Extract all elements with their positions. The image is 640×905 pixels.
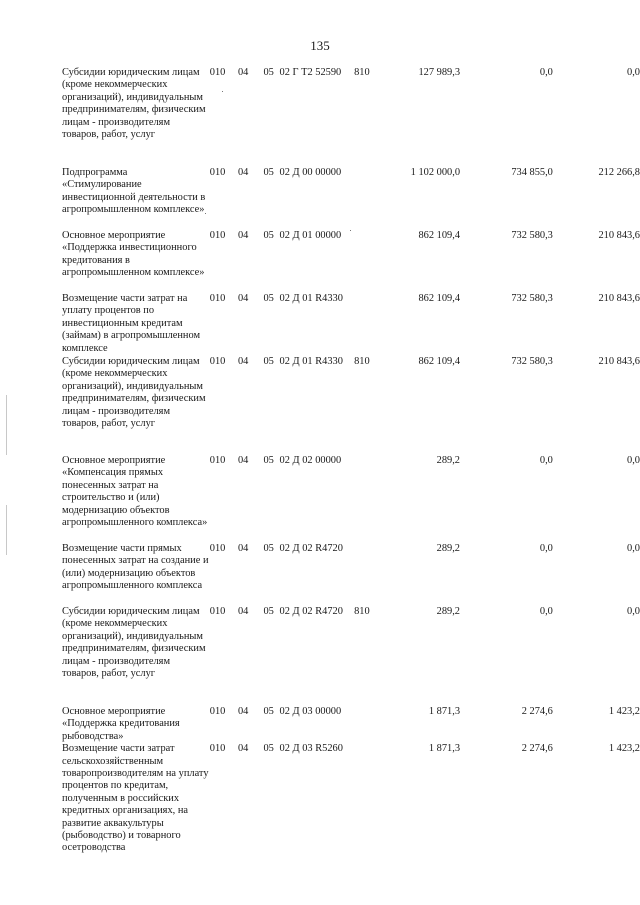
table-row [62, 67, 640, 167]
table-row [62, 606, 640, 706]
table-row [62, 455, 640, 543]
row-sum-year-2: 2 274,6 [521, 706, 553, 717]
row-gp-code: 010 [209, 606, 226, 617]
row-target-article: 02 Д 03 R5260 [279, 743, 343, 755]
row-sum-year-3: 1 423,2 [608, 706, 640, 717]
row-name: Возмещение части затрат сельскохозяйственным товаропроизводителям на уплату процентов по кредитам, полученным в российских кредитных организациях, на развитие аквакультуры (рыбоводство) и товарного осетроводства [62, 743, 209, 854]
scan-artifact [222, 91, 223, 92]
row-sum-year-2: 0,0 [539, 67, 553, 78]
table-row [62, 230, 640, 293]
row-name: Возмещение части затрат на уплату процентов по инвестиционным кредитам (займам) в агропромышленном комплексе [62, 293, 201, 354]
row-expense-type [354, 743, 382, 856]
row-target-article: 02 Д 03 00000 [279, 706, 342, 717]
row-target-article: 02 Д 01 R4330 [279, 356, 343, 367]
scan-artifact [350, 230, 351, 231]
row-sum-year-1: 1 871,3 [428, 706, 461, 717]
row-section-code: 04 [237, 167, 249, 178]
row-sum-year-1: 289,2 [436, 543, 461, 554]
row-name: Субсидии юридическим лицам (кроме некоммерческих организаций), индивидуальным предпринимателям, физическим лицам - производителям товаров, работ, услуг [62, 67, 206, 141]
row-gp-code: 010 [209, 706, 226, 717]
table-row [62, 356, 640, 455]
row-subsection-code: 05 [263, 230, 274, 241]
row-name: Субсидии юридическим лицам (кроме некоммерческих организаций), индивидуальным предпринимателям, физическим лицам - производителям товаров, работ, услуг [62, 356, 206, 430]
row-subsection-code: 05 [263, 455, 274, 466]
table-row [62, 167, 640, 230]
row-section-code: 04 [237, 606, 249, 617]
row-sum-year-3: 210 843,6 [598, 293, 640, 304]
row-section-code: 04 [237, 543, 249, 554]
row-sum-year-2: 732 580,3 [511, 230, 553, 241]
row-expense-type [354, 293, 382, 356]
table-row [62, 293, 640, 356]
row-gp-code: 010 [209, 293, 226, 304]
row-sum-year-2: 732 580,3 [511, 293, 553, 304]
row-sum-year-3: 1 423,2 [608, 743, 640, 755]
row-sum-year-2: 0,0 [539, 606, 553, 617]
row-sum-year-3: 0,0 [627, 67, 640, 78]
row-sum-year-1: 1 871,3 [428, 743, 461, 755]
row-sum-year-1: 862 109,4 [418, 230, 461, 241]
row-subsection-code: 05 [263, 606, 274, 617]
row-name: Основное мероприятие «Поддержка инвестиционного кредитования в агропромышленном комплексе» [62, 230, 205, 279]
row-gp-code: 010 [209, 67, 226, 78]
row-name: Основное мероприятие «Поддержка кредитования рыбоводства» [62, 706, 180, 742]
row-sum-year-2: 734 855,0 [511, 167, 553, 178]
row-section-code: 04 [237, 67, 249, 78]
row-sum-year-2: 0,0 [539, 455, 553, 466]
table-row [62, 706, 640, 743]
row-expense-type: 810 [354, 67, 370, 78]
row-target-article: 02 Д 02 R4720 [279, 606, 343, 617]
row-subsection-code: 05 [263, 167, 274, 178]
row-expense-type: 810 [354, 606, 370, 617]
budget-table [62, 67, 640, 856]
row-sum-year-3: 0,0 [627, 455, 640, 466]
row-sum-year-3: 210 843,6 [598, 230, 640, 241]
row-sum-year-1: 289,2 [436, 606, 461, 617]
row-gp-code: 010 [209, 455, 226, 466]
scan-artifact [6, 505, 7, 555]
row-gp-code: 010 [209, 356, 226, 367]
row-subsection-code: 05 [263, 67, 274, 78]
row-target-article: 02 Д 00 00000 [279, 167, 342, 178]
row-subsection-code: 05 [263, 543, 274, 554]
row-sum-year-3: 0,0 [627, 543, 640, 554]
row-target-article: 02 Д 01 R4330 [279, 293, 343, 304]
row-subsection-code: 05 [263, 356, 274, 367]
row-gp-code: 010 [209, 167, 226, 178]
row-gp-code: 010 [209, 543, 226, 554]
row-expense-type [354, 706, 382, 743]
table-row [62, 743, 640, 856]
row-section-code: 04 [237, 455, 249, 466]
row-subsection-code: 05 [263, 743, 274, 755]
page-number: 135 [310, 38, 330, 53]
row-expense-type [354, 230, 382, 293]
budget-table-body [62, 67, 640, 856]
row-name: Подпрограмма «Стимулирование инвестиционной деятельности в агропромышленном комплексе» [62, 167, 206, 216]
row-section-code: 04 [237, 706, 249, 717]
row-section-code: 04 [237, 356, 249, 367]
row-name: Основное мероприятие «Компенсация прямых понесенных затрат на строительство и (или) модернизацию объектов агропромышленного комплекса» [62, 455, 208, 529]
row-sum-year-1: 1 102 000,0 [410, 167, 461, 178]
row-sum-year-2: 732 580,3 [511, 356, 553, 367]
row-target-article: 02 Д 02 00000 [279, 455, 342, 466]
table-row [62, 543, 640, 606]
row-sum-year-2: 0,0 [539, 543, 553, 554]
row-name: Субсидии юридическим лицам (кроме некоммерческих организаций), индивидуальным предпринимателям, физическим лицам - производителям товаров, работ, услуг [62, 606, 206, 680]
row-sum-year-1: 862 109,4 [418, 356, 461, 367]
scan-artifact [6, 395, 7, 455]
row-section-code: 04 [237, 743, 249, 755]
row-expense-type: 810 [354, 356, 370, 367]
row-expense-type [354, 455, 382, 543]
row-target-article: 02 Д 01 00000 [279, 230, 342, 241]
row-target-article: 02 Г Т2 52590 [279, 67, 342, 78]
row-sum-year-2: 2 274,6 [521, 743, 553, 755]
row-subsection-code: 05 [263, 293, 274, 304]
row-sum-year-1: 289,2 [436, 455, 461, 466]
row-gp-code: 010 [209, 230, 226, 241]
scan-artifact [205, 213, 206, 214]
row-target-article: 02 Д 02 R4720 [279, 543, 343, 554]
row-expense-type [354, 543, 382, 606]
row-sum-year-1: 862 109,4 [418, 293, 461, 304]
row-sum-year-3: 210 843,6 [598, 356, 640, 367]
row-subsection-code: 05 [263, 706, 274, 717]
row-sum-year-1: 127 989,3 [418, 67, 461, 78]
row-sum-year-3: 212 266,8 [598, 167, 640, 178]
row-name: Возмещение части прямых понесенных затрат на создание и (или) модернизацию объектов агропромышленного комплекса [62, 543, 209, 592]
row-gp-code: 010 [209, 743, 226, 755]
row-sum-year-3: 0,0 [627, 606, 640, 617]
row-section-code: 04 [237, 230, 249, 241]
row-section-code: 04 [237, 293, 249, 304]
row-expense-type [354, 167, 382, 230]
